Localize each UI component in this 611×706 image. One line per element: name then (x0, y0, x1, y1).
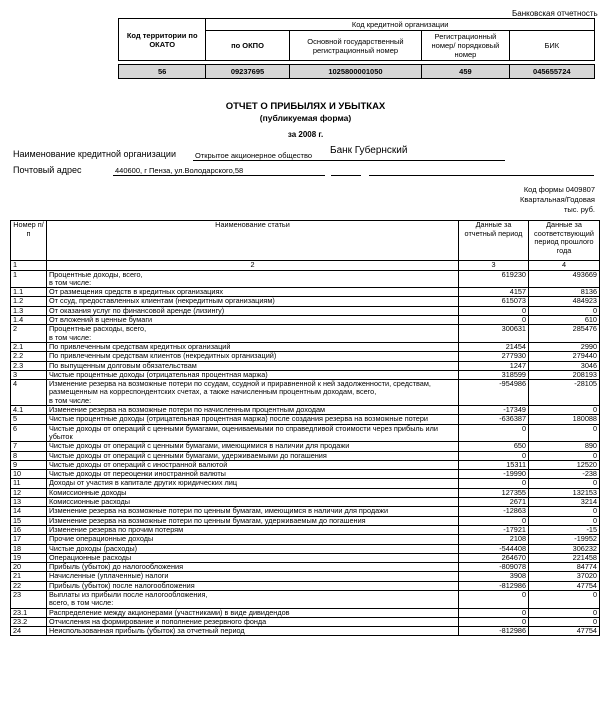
colnum-1: 1 (11, 261, 47, 271)
row-current-value: -19990 (459, 470, 529, 479)
table-row (11, 544, 600, 553)
address-value: 440600, г Пенза, ул.Володарского,58 (115, 166, 244, 175)
okpo-value: 09237695 (206, 65, 289, 79)
org-name-handwritten: Банк Губернский (330, 145, 408, 156)
row-number: 1.4 (11, 316, 47, 325)
row-previous-value: 3046 (529, 361, 600, 370)
table-row (11, 361, 600, 370)
row-number: 20 (11, 563, 47, 572)
row-item-name: Изменение резерва на возможные потери по ценным бумагам, удерживаемым до погашения (47, 516, 459, 525)
row-previous-value: 2990 (529, 342, 600, 351)
row-current-value: 300631 (459, 325, 529, 343)
row-number: 17 (11, 535, 47, 544)
header-item-name: Наименование статьи (47, 221, 459, 261)
row-number: 1.3 (11, 306, 47, 315)
report-title: ОТЧЕТ О ПРИБЫЛЯХ И УБЫТКАХ (225, 101, 386, 112)
row-current-value: 0 (459, 479, 529, 488)
row-previous-value: 0 (529, 479, 600, 488)
row-item-name: Выплаты из прибыли после налогообложения, всего, в том числе: (47, 590, 459, 608)
row-current-value: -17349 (459, 406, 529, 415)
row-number: 18 (11, 544, 47, 553)
header-previous: Данные за соответствующий период прошлого года (529, 221, 600, 261)
bik-header: БИК (509, 31, 594, 61)
table-row (11, 572, 600, 581)
table-row (11, 581, 600, 590)
report-type-label: Банковская отчетность (512, 9, 598, 18)
row-previous-value: 0 (529, 617, 600, 626)
row-item-name: От размещения средств в кредитных организациях (47, 288, 459, 297)
row-current-value: 15311 (459, 460, 529, 469)
row-previous-value: 306232 (529, 544, 600, 553)
period-year: 2008 г. (298, 130, 324, 139)
row-number: 23.2 (11, 617, 47, 626)
address-label: Почтовый адрес (13, 165, 82, 175)
row-item-name: Прибыль (убыток) после налогообложения (47, 581, 459, 590)
table-row (11, 507, 600, 516)
row-current-value: 0 (459, 590, 529, 608)
row-current-value: -17921 (459, 525, 529, 534)
row-number: 24 (11, 627, 47, 636)
row-previous-value: 484923 (529, 297, 600, 306)
row-current-value: 318599 (459, 370, 529, 379)
units: тыс. руб. (563, 205, 595, 214)
row-current-value: 0 (459, 516, 529, 525)
table-row (11, 297, 600, 306)
org-name-label: Наименование кредитной организации (13, 149, 176, 159)
row-number: 21 (11, 572, 47, 581)
org-name-value: Открытое акционерное общество (195, 151, 313, 160)
row-previous-value: 0 (529, 406, 600, 415)
table-row (11, 479, 600, 488)
row-current-value: 0 (459, 451, 529, 460)
row-number: 3 (11, 370, 47, 379)
row-current-value: -544408 (459, 544, 529, 553)
row-item-name: Чистые доходы от операций с ценными бумагами, оцениваемыми по справедливой стоимости через прибыль или убыток (47, 424, 459, 442)
row-number: 13 (11, 498, 47, 507)
row-current-value: 264670 (459, 553, 529, 562)
row-previous-value: 0 (529, 608, 600, 617)
org-name-underline (193, 145, 505, 161)
row-item-name: От вложений в ценные бумаги (47, 316, 459, 325)
table-row (11, 306, 600, 315)
row-number: 1 (11, 270, 47, 288)
row-number: 2 (11, 325, 47, 343)
row-current-value: -954986 (459, 380, 529, 406)
row-item-name: Комиссионные доходы (47, 488, 459, 497)
table-row (11, 342, 600, 351)
table-row (11, 470, 600, 479)
row-previous-value: -15 (529, 525, 600, 534)
row-current-value: -812986 (459, 627, 529, 636)
colnum-4: 4 (529, 261, 600, 271)
row-number: 2.2 (11, 352, 47, 361)
row-item-name: Чистые доходы от операций с ценными бумагами, удерживаемыми до погашения (47, 451, 459, 460)
profit-loss-table (10, 220, 600, 636)
okato-header: Код территории по ОКАТО (119, 19, 206, 61)
row-current-value: 0 (459, 424, 529, 442)
row-previous-value: 0 (529, 516, 600, 525)
table-row (11, 316, 600, 325)
row-number: 1.2 (11, 297, 47, 306)
period-prefix: за (287, 130, 297, 139)
row-item-name: Комиссионные расходы (47, 498, 459, 507)
row-item-name: Чистые доходы от операций с иностранной валютой (47, 460, 459, 469)
row-previous-value: 37020 (529, 572, 600, 581)
row-current-value: 619230 (459, 270, 529, 288)
table-row (11, 627, 600, 636)
reg-number-value: 459 (422, 65, 509, 79)
row-previous-value: -238 (529, 470, 600, 479)
header-current: Данные за отчетный период (459, 221, 529, 261)
row-previous-value: 0 (529, 306, 600, 315)
table-row (11, 442, 600, 451)
row-current-value: 0 (459, 306, 529, 315)
row-current-value: 650 (459, 442, 529, 451)
bik-value: 045655724 (509, 65, 594, 79)
row-number: 1.1 (11, 288, 47, 297)
row-previous-value: -19952 (529, 535, 600, 544)
row-item-name: Изменение резерва на возможные потери по ценным бумагам, имеющимся в наличии для продажи (47, 507, 459, 516)
row-item-name: Прочие операционные доходы (47, 535, 459, 544)
row-previous-value: 0 (529, 590, 600, 608)
row-number: 5 (11, 415, 47, 424)
address-blank-2 (369, 165, 594, 176)
row-item-name: Изменение резерва на возможные потери по ссудам, ссудной и приравненной к ней задолженности, средствам, размещенным на корреспондентских счетах, а также начисленным процентным доходам, всего, в том числе: (47, 380, 459, 406)
row-item-name: Процентные доходы, всего, в том числе: (47, 270, 459, 288)
row-previous-value: 890 (529, 442, 600, 451)
row-current-value: 4157 (459, 288, 529, 297)
row-current-value: 0 (459, 608, 529, 617)
row-previous-value: 208193 (529, 370, 600, 379)
row-previous-value: 279440 (529, 352, 600, 361)
table-row (11, 380, 600, 406)
ogrn-value: 1025800001050 (289, 65, 422, 79)
row-number: 7 (11, 442, 47, 451)
row-number: 16 (11, 525, 47, 534)
row-item-name: По привлеченным средствам клиентов (некредитных организаций) (47, 352, 459, 361)
table-row (11, 608, 600, 617)
row-item-name: Чистые процентные доходы (отрицательная процентная маржа) (47, 370, 459, 379)
row-current-value: 277930 (459, 352, 529, 361)
report-period (0, 130, 611, 139)
table-row (11, 488, 600, 497)
row-item-name: Доходы от участия в капитале других юридических лиц (47, 479, 459, 488)
table-row (11, 424, 600, 442)
table-row (11, 590, 600, 608)
row-current-value: -636387 (459, 415, 529, 424)
table-row (11, 553, 600, 562)
row-previous-value: 221458 (529, 553, 600, 562)
row-previous-value: 493669 (529, 270, 600, 288)
row-item-name: По выпущенным долговым обязательствам (47, 361, 459, 370)
row-item-name: Неиспользованная прибыль (убыток) за отчетный период (47, 627, 459, 636)
row-number: 2.3 (11, 361, 47, 370)
row-number: 12 (11, 488, 47, 497)
row-previous-value: 0 (529, 507, 600, 516)
row-previous-value: 0 (529, 451, 600, 460)
table-row (11, 370, 600, 379)
form-code: Код формы 0409807 (523, 185, 595, 194)
table-row (11, 460, 600, 469)
row-item-name: Изменение резерва на возможные потери по начисленным процентным доходам (47, 406, 459, 415)
row-previous-value: 8136 (529, 288, 600, 297)
row-previous-value: 47754 (529, 581, 600, 590)
table-row (11, 270, 600, 288)
table-row (11, 288, 600, 297)
okato-value: 56 (119, 65, 206, 79)
row-current-value: 1247 (459, 361, 529, 370)
row-number: 23.1 (11, 608, 47, 617)
row-current-value: 127355 (459, 488, 529, 497)
table-row (11, 516, 600, 525)
address-blank-1 (331, 165, 361, 176)
row-current-value: -812986 (459, 581, 529, 590)
row-number: 4 (11, 380, 47, 406)
org-code-header: Код кредитной организации (206, 19, 595, 31)
row-previous-value: 610 (529, 316, 600, 325)
reg-number-header: Регистрационный номер/ порядковый номер (422, 31, 509, 61)
row-previous-value: 12520 (529, 460, 600, 469)
row-current-value: 21454 (459, 342, 529, 351)
table-row (11, 451, 600, 460)
row-current-value: 2108 (459, 535, 529, 544)
row-previous-value: 84774 (529, 563, 600, 572)
report-subtitle: (публикуемая форма) (259, 113, 352, 123)
row-number: 9 (11, 460, 47, 469)
row-previous-value: 285476 (529, 325, 600, 343)
row-item-name: Процентные расходы, всего, в том числе: (47, 325, 459, 343)
row-item-name: От ссуд, предоставленных клиентам (некредитным организациям) (47, 297, 459, 306)
row-number: 22 (11, 581, 47, 590)
row-number: 6 (11, 424, 47, 442)
row-current-value: 3908 (459, 572, 529, 581)
table-row (11, 352, 600, 361)
row-item-name: Чистые доходы от переоценки иностранной валюты (47, 470, 459, 479)
row-current-value: 2671 (459, 498, 529, 507)
row-item-name: По привлеченным средствам кредитных организаций (47, 342, 459, 351)
row-number: 15 (11, 516, 47, 525)
row-current-value: 0 (459, 617, 529, 626)
table-row (11, 325, 600, 343)
row-number: 23 (11, 590, 47, 608)
table-row (11, 525, 600, 534)
colnum-2: 2 (47, 261, 459, 271)
table-row (11, 415, 600, 424)
table-row (11, 535, 600, 544)
row-item-name: Прибыль (убыток) до налогообложения (47, 563, 459, 572)
row-number: 10 (11, 470, 47, 479)
row-item-name: Операционные расходы (47, 553, 459, 562)
row-item-name: Изменение резерва по прочим потерям (47, 525, 459, 534)
row-number: 14 (11, 507, 47, 516)
row-item-name: Чистые процентные доходы (отрицательная процентная маржа) после создания резерва на возможные потери (47, 415, 459, 424)
row-item-name: Чистые доходы от операций с ценными бумагами, имеющимися в наличии для продажи (47, 442, 459, 451)
row-current-value: 615073 (459, 297, 529, 306)
table-row (11, 498, 600, 507)
table-row (11, 617, 600, 626)
header-number: Номер п/п (11, 221, 47, 261)
row-previous-value: 0 (529, 424, 600, 442)
row-current-value: -809078 (459, 563, 529, 572)
row-previous-value: 132153 (529, 488, 600, 497)
okpo-header: по ОКПО (206, 31, 289, 61)
row-number: 8 (11, 451, 47, 460)
table-row (11, 406, 600, 415)
row-item-name: Распределение между акционерами (участниками) в виде дивидендов (47, 608, 459, 617)
codes-table (118, 18, 595, 79)
row-item-name: От оказания услуг по финансовой аренде (лизингу) (47, 306, 459, 315)
row-number: 19 (11, 553, 47, 562)
row-item-name: Начисленные (уплаченные) налоги (47, 572, 459, 581)
row-previous-value: 3214 (529, 498, 600, 507)
ogrn-header: Основной государственный регистрационный номер (289, 31, 422, 61)
colnum-3: 3 (459, 261, 529, 271)
row-number: 4.1 (11, 406, 47, 415)
table-row (11, 563, 600, 572)
row-item-name: Чистые доходы (расходы) (47, 544, 459, 553)
row-number: 2.1 (11, 342, 47, 351)
row-item-name: Отчисления на формирование и пополнение резервного фонда (47, 617, 459, 626)
row-current-value: -12863 (459, 507, 529, 516)
row-previous-value: -28105 (529, 380, 600, 406)
row-current-value: 0 (459, 316, 529, 325)
address-underline (113, 165, 325, 176)
periodicity: Квартальная/Годовая (520, 195, 595, 204)
row-number: 11 (11, 479, 47, 488)
row-previous-value: 47754 (529, 627, 600, 636)
row-previous-value: 180088 (529, 415, 600, 424)
